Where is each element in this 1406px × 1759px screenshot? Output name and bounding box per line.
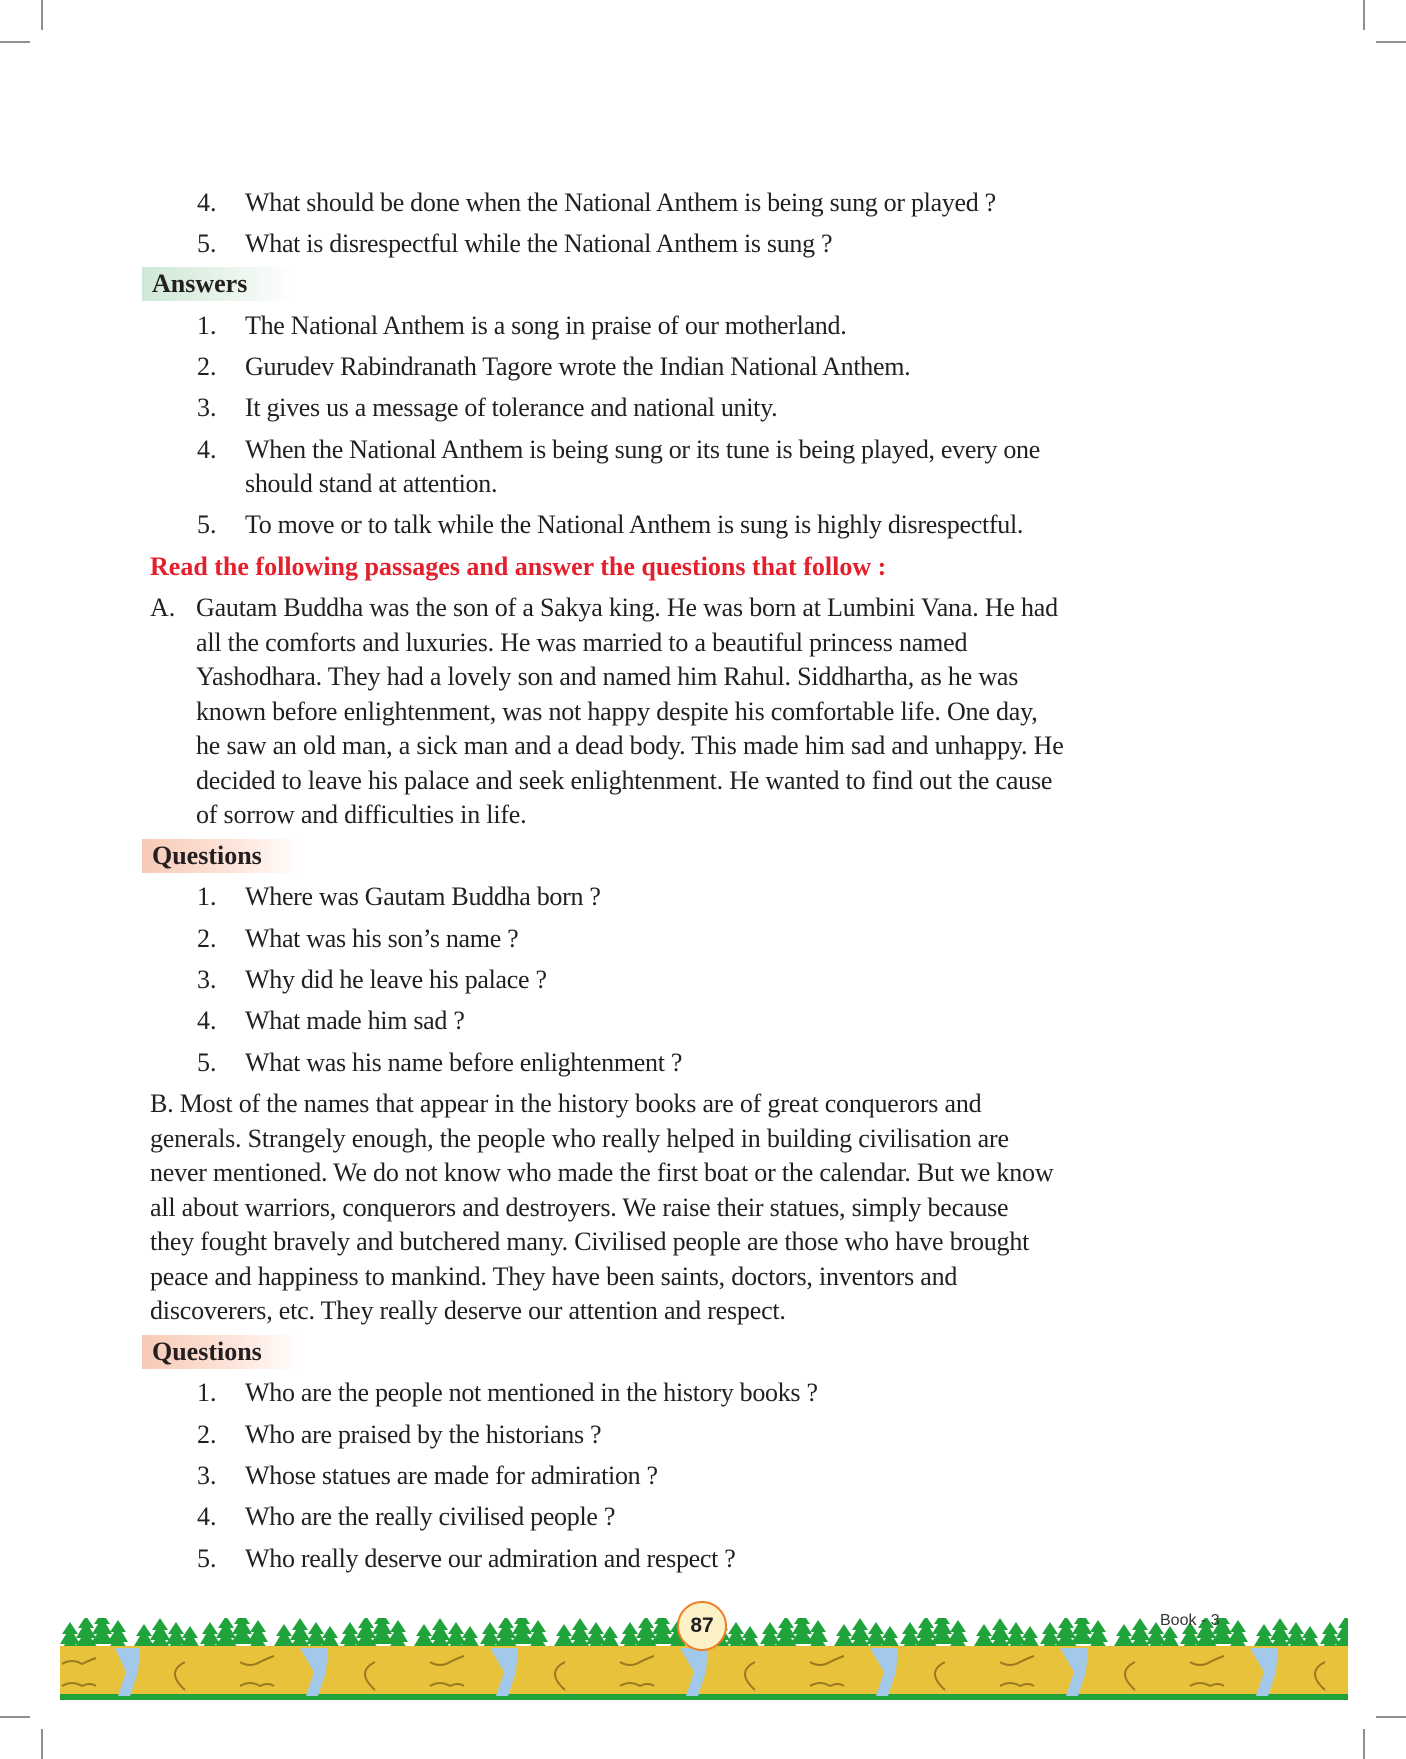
passage-line: all about warriors, conquerors and destroyers. We raise their statues, simply because: [150, 1192, 1009, 1222]
answer-text: To move or to talk while the National Anthem is sung is highly disrespectful.: [245, 510, 1024, 539]
question-number: 5.: [197, 1544, 217, 1573]
question-number: 3.: [197, 1461, 217, 1490]
question-text: What should be done when the National Anthem is being sung or played ?: [245, 188, 996, 217]
passage-line: all the comforts and luxuries. He was married to a beautiful princess named: [196, 627, 968, 657]
answer-text: Gurudev Rabindranath Tagore wrote the Indian National Anthem.: [245, 352, 911, 381]
passage-line: decided to leave his palace and seek enlightenment. He wanted to find out the cause: [196, 765, 1053, 795]
question-number: 1.: [197, 882, 217, 911]
answer-text-continued: should stand at attention.: [245, 469, 498, 498]
questions-heading-b: Questions: [142, 1335, 302, 1369]
passage-line: never mentioned. We do not know who made the first boat or the calendar. But we know: [150, 1158, 1054, 1187]
question-text: What is disrespectful while the National Anthem is sung ?: [245, 229, 833, 258]
crop-mark-top-right-v: [1363, 0, 1365, 30]
passage-line: Yashodhara. They had a lovely son and named him Rahul. Siddhartha, as he was: [196, 662, 1019, 691]
crop-mark-bottom-left-v: [41, 1729, 43, 1759]
passage-a: [196, 591, 1212, 833]
question-text: Where was Gautam Buddha born ?: [245, 882, 601, 911]
passage-line: B. Most of the names that appear in the history books are of great conquerors and: [150, 1089, 982, 1118]
answer-number: 1.: [197, 311, 217, 340]
question-number: 4.: [197, 188, 217, 217]
crop-mark-top-right-h: [1376, 41, 1406, 43]
passage-line: he saw an old man, a sick man and a dead body. This made him sad and unhappy. He: [196, 731, 1064, 760]
answer-number: 5.: [197, 510, 217, 539]
passage-a-label: A.: [150, 593, 176, 622]
passage-b: [150, 1087, 1212, 1329]
passage-line: they fought bravely and butchered many. Civilised people are those who have brought: [150, 1227, 1030, 1256]
passage-line: generals. Strangely enough, the people who really helped in building civilisation are: [150, 1123, 1009, 1153]
page-number-badge: 87: [677, 1601, 727, 1651]
book-label: Book - 3: [1160, 1612, 1220, 1629]
passage-line: discoverers, etc. They really deserve our attention and respect.: [150, 1296, 786, 1325]
question-number: 4.: [197, 1006, 217, 1035]
question-number: 2.: [197, 1420, 217, 1449]
question-number: 1.: [197, 1378, 217, 1407]
questions-heading-a: Questions: [142, 839, 302, 873]
passage-line: Gautam Buddha was the son of a Sakya king. He was born at Lumbini Vana. He had: [196, 593, 1058, 622]
passage-line: of sorrow and difficulties in life.: [196, 800, 527, 829]
passage-line: peace and happiness to mankind. They have been saints, doctors, inventors and: [150, 1261, 958, 1291]
question-number: 2.: [197, 924, 217, 953]
instruction-heading: Read the following passages and answer the questions that follow :: [150, 552, 887, 581]
question-number: 4.: [197, 1502, 217, 1531]
question-text: Who really deserve our admiration and respect ?: [245, 1544, 736, 1573]
question-number: 5.: [197, 229, 217, 258]
answer-text: When the National Anthem is being sung or its tune is being played, every one: [245, 435, 1040, 464]
question-number: 5.: [197, 1048, 217, 1077]
question-text: What was his name before enlightenment ?: [245, 1048, 683, 1077]
passage-line: known before enlightenment, was not happy despite his comfortable life. One day,: [196, 696, 1038, 726]
question-text: Whose statues are made for admiration ?: [245, 1461, 658, 1490]
question-text: Who are the really civilised people ?: [245, 1502, 616, 1531]
crop-mark-bottom-right-v: [1363, 1729, 1365, 1759]
answer-text: It gives us a message of tolerance and national unity.: [245, 393, 778, 422]
question-number: 3.: [197, 965, 217, 994]
question-text: Who are the people not mentioned in the history books ?: [245, 1378, 818, 1407]
question-text: Who are praised by the historians ?: [245, 1420, 602, 1449]
crop-mark-bottom-right-h: [1376, 1716, 1406, 1718]
crop-mark-top-left-h: [0, 41, 30, 43]
answer-text: The National Anthem is a song in praise of our motherland.: [245, 311, 847, 340]
answer-number: 3.: [197, 393, 217, 422]
crop-mark-top-left-v: [41, 0, 43, 30]
crop-mark-bottom-left-h: [0, 1716, 30, 1718]
answers-heading: Answers: [142, 267, 292, 301]
answer-number: 2.: [197, 352, 217, 381]
question-text: What made him sad ?: [245, 1006, 465, 1035]
question-text: What was his son’s name ?: [245, 924, 519, 953]
question-text: Why did he leave his palace ?: [245, 965, 547, 994]
answer-number: 4.: [197, 435, 217, 464]
